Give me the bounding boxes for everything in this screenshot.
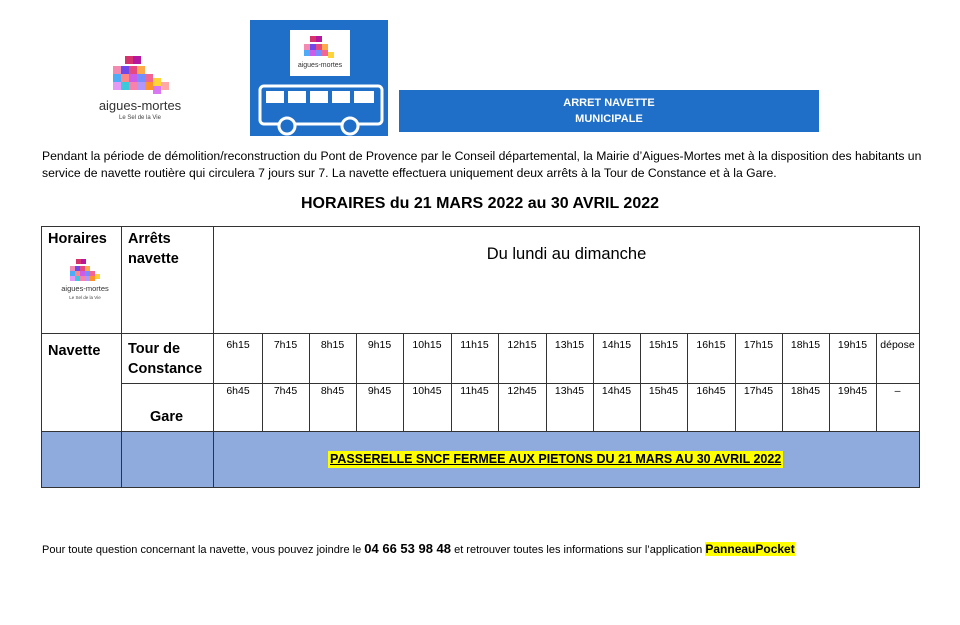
tour-time: 10h15 [412,339,442,351]
gare-time: 15h45 [648,385,679,397]
gare-time: 14h45 [601,385,632,397]
gare-time: 16h45 [696,385,726,397]
gare-time: 12h45 [507,385,537,397]
gare-time: 7h45 [273,385,298,397]
gare-time: 13h45 [554,385,585,397]
gare-time: 19h45 [837,385,868,397]
tour-time: 15h15 [648,339,679,351]
logo-name: aigues-mortes [98,98,182,113]
header-horaires: Horaires [48,231,107,247]
bus-icon [250,20,388,136]
schedule-heading: HORAIRES du 21 MARS 2022 au 30 AVRIL 2022 [300,195,660,212]
footer-contact [42,541,795,556]
svg-text:Le Sel de la Vie: Le Sel de la Vie [69,295,101,300]
app-name: PanneauPocket [705,542,795,556]
schedule-table [41,226,920,488]
stop-banner [399,90,819,132]
gare-time: 9h45 [367,385,392,397]
tour-time: 11h15 [460,339,489,351]
bus-sign [250,20,388,136]
tour-time: dépose [880,339,915,351]
svg-text:aigues-mortes: aigues-mortes [61,284,109,293]
gare-time: 6h45 [226,385,250,397]
table-logo-icon [60,257,110,313]
footer-text-2: et retrouver toutes les informations sur l’application [451,544,706,556]
gare-time: 10h45 [412,385,442,397]
intro-paragraph: Pendant la période de démolition/reconstruction du Pont de Provence par le Conseil départemental, la Mairie d’Aigues-Mortes met à la disposition des habitants un service de navette routière qui circulera 7 jours sur 7. La navette effectuera uniquement deux arrêts à la Tour de Constance et à la Gare. [42,149,922,180]
header-arrets: Arrêts navette [128,231,179,267]
closure-notice: PASSERELLE SNCF FERMEE AUX PIETONS DU 21 MARS AU 30 AVRIL 2022 [330,452,782,466]
phone-number: 04 66 53 98 48 [364,541,452,556]
gare-time: 8h45 [320,385,345,397]
tour-time: 14h15 [601,339,632,351]
logo-tagline: Le Sel de la Vie [119,115,161,121]
row-label-navette: Navette [48,343,101,359]
header-days: Du lundi au dimanche [486,245,647,263]
footer-text-1: Pour toute question concernant la navette, vous pouvez joindre le [42,544,365,556]
tour-time: 12h15 [507,339,537,351]
gare-time: 11h45 [460,385,489,397]
tour-time: 7h15 [273,339,298,351]
svg-text:aigues-mortes: aigues-mortes [297,62,343,69]
tour-time: 8h15 [320,339,345,351]
tour-time: 6h15 [226,339,250,351]
tour-time: 18h15 [790,339,821,351]
castle-logo-icon [95,48,185,98]
tour-time: 9h15 [367,339,392,351]
gare-time: 17h45 [743,385,774,397]
stop-gare: Gare [150,409,184,425]
tour-time: 19h15 [837,339,868,351]
banner-line-2: MUNICIPALE [575,113,643,125]
aigues-mortes-logo [95,48,185,128]
tour-time: 17h15 [743,339,774,351]
gare-time: 18h45 [790,385,821,397]
tour-time: 16h15 [696,339,726,351]
gare-time: – [894,385,901,397]
tour-time: 13h15 [554,339,585,351]
banner-line-1: ARRET NAVETTE [563,97,655,109]
stop-tour-de-constance: Tour de Constance [128,341,203,377]
